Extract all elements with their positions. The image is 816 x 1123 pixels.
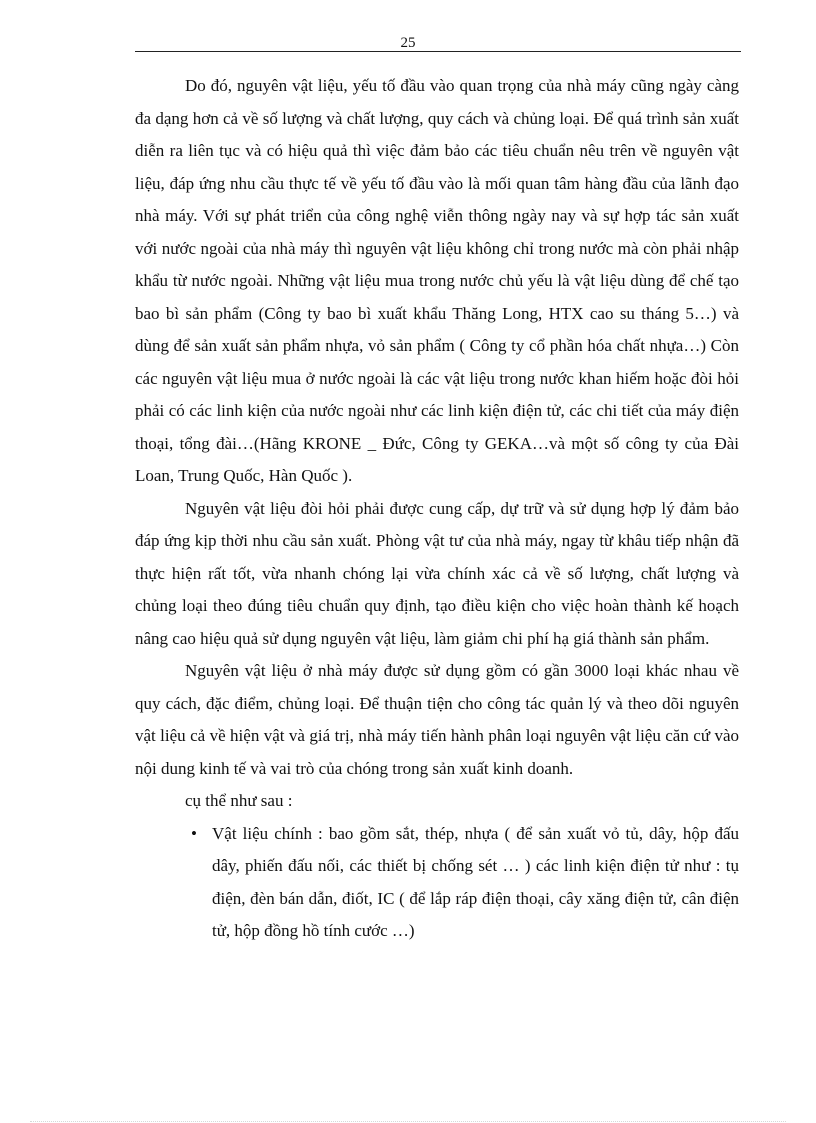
lead-in-text: cụ thể như sau : (185, 791, 293, 810)
paragraph-materials-sources: Do đó, nguyên vật liệu, yếu tố đầu vào quan trọng của nhà máy cũng ngày càng đa dạng hơn cả về số lượng và chất lượng, quy cách và chủng loại. Để quá trình sản xuất diễn ra liên tục và có hiệu quả thì việc đảm bảo các tiêu chuẩn nêu trên về nguyên vật liệu, đáp ứng nhu cầu thực tế về yếu tố đầu vào là mối quan tâm hàng đầu của lãnh đạo nhà máy. Với sự phát triển của công nghệ viễn thông ngày nay và sự hợp tác sản xuất với nước ngoài của nhà máy thì nguyên vật liệu không chỉ trong nước mà còn phải nhập khẩu từ nước ngoài. Những vật liệu mua trong nước chủ yếu là vật liệu dùng để chế tạo bao bì sản phẩm (Công ty bao bì xuất khẩu Thăng Long, HTX cao su tháng 5…) và dùng để sản xuất sản phẩm nhựa, vỏ sản phẩm ( Công ty cổ phần hóa chất nhựa…) Còn các nguyên vật liệu mua ở nước ngoài là các vật liệu trong nước khan hiếm hoặc đòi hỏi phải có các linh kiện của nước ngoài như các linh kiện điện tử, các chi tiết của máy điện thoại, tổng đài…(Hãng KRONE _ Đức, Công ty GEKA…và một số công ty của Đài Loan, Trung Quốc, Hàn Quốc ). (135, 76, 739, 485)
paragraph-materials-supply: Nguyên vật liệu đòi hỏi phải được cung cấp, dự trữ và sử dụng hợp lý đảm bảo đáp ứng kịp thời nhu cầu sản xuất. Phòng vật tư của nhà máy, ngay từ khâu tiếp nhận đã thực hiện rất tốt, vừa nhanh chóng lại vừa chính xác cả về số lượng, chất lượng và chủng loại theo đúng tiêu chuẩn quy định, tạo điều kiện cho việc hoàn thành kế hoạch nâng cao hiệu quả sử dụng nguyên vật liệu, làm giảm chi phí hạ giá thành sản phẩm. (135, 498, 739, 648)
paragraph-materials-classification: Nguyên vật liệu ở nhà máy được sử dụng gồm có gần 3000 loại khác nhau về quy cách, đặc điểm, chủng loại. Để thuận tiện cho công tác quản lý và theo dõi nguyên vật liệu cả về hiện vật và giá trị, nhà máy tiến hành phân loại nguyên vật liệu căn cứ vào nội dung kinh tế và vai trò của chóng trong sản xuất kinh doanh. (135, 661, 739, 778)
list-item (135, 818, 739, 948)
bullet-text: Vật liệu chính : bao gồm sắt, thép, nhựa ( để sản xuất vỏ tủ, dây, hộp đấu dây, phiến đấu nối, các thiết bị chống sét … ) các linh kiện điện tử như : tụ điện, đèn bán dẫn, điốt, IC ( để lắp ráp điện thoại, cây xăng điện tử, cân điện tử, hộp đồng hồ tính cước …) (212, 823, 739, 940)
bullet-list (135, 818, 739, 948)
document-body (135, 70, 739, 948)
page-number: 25 (400, 35, 416, 51)
header-rule (135, 51, 741, 52)
footer-divider (30, 1121, 786, 1122)
bullet-icon: • (191, 823, 197, 843)
